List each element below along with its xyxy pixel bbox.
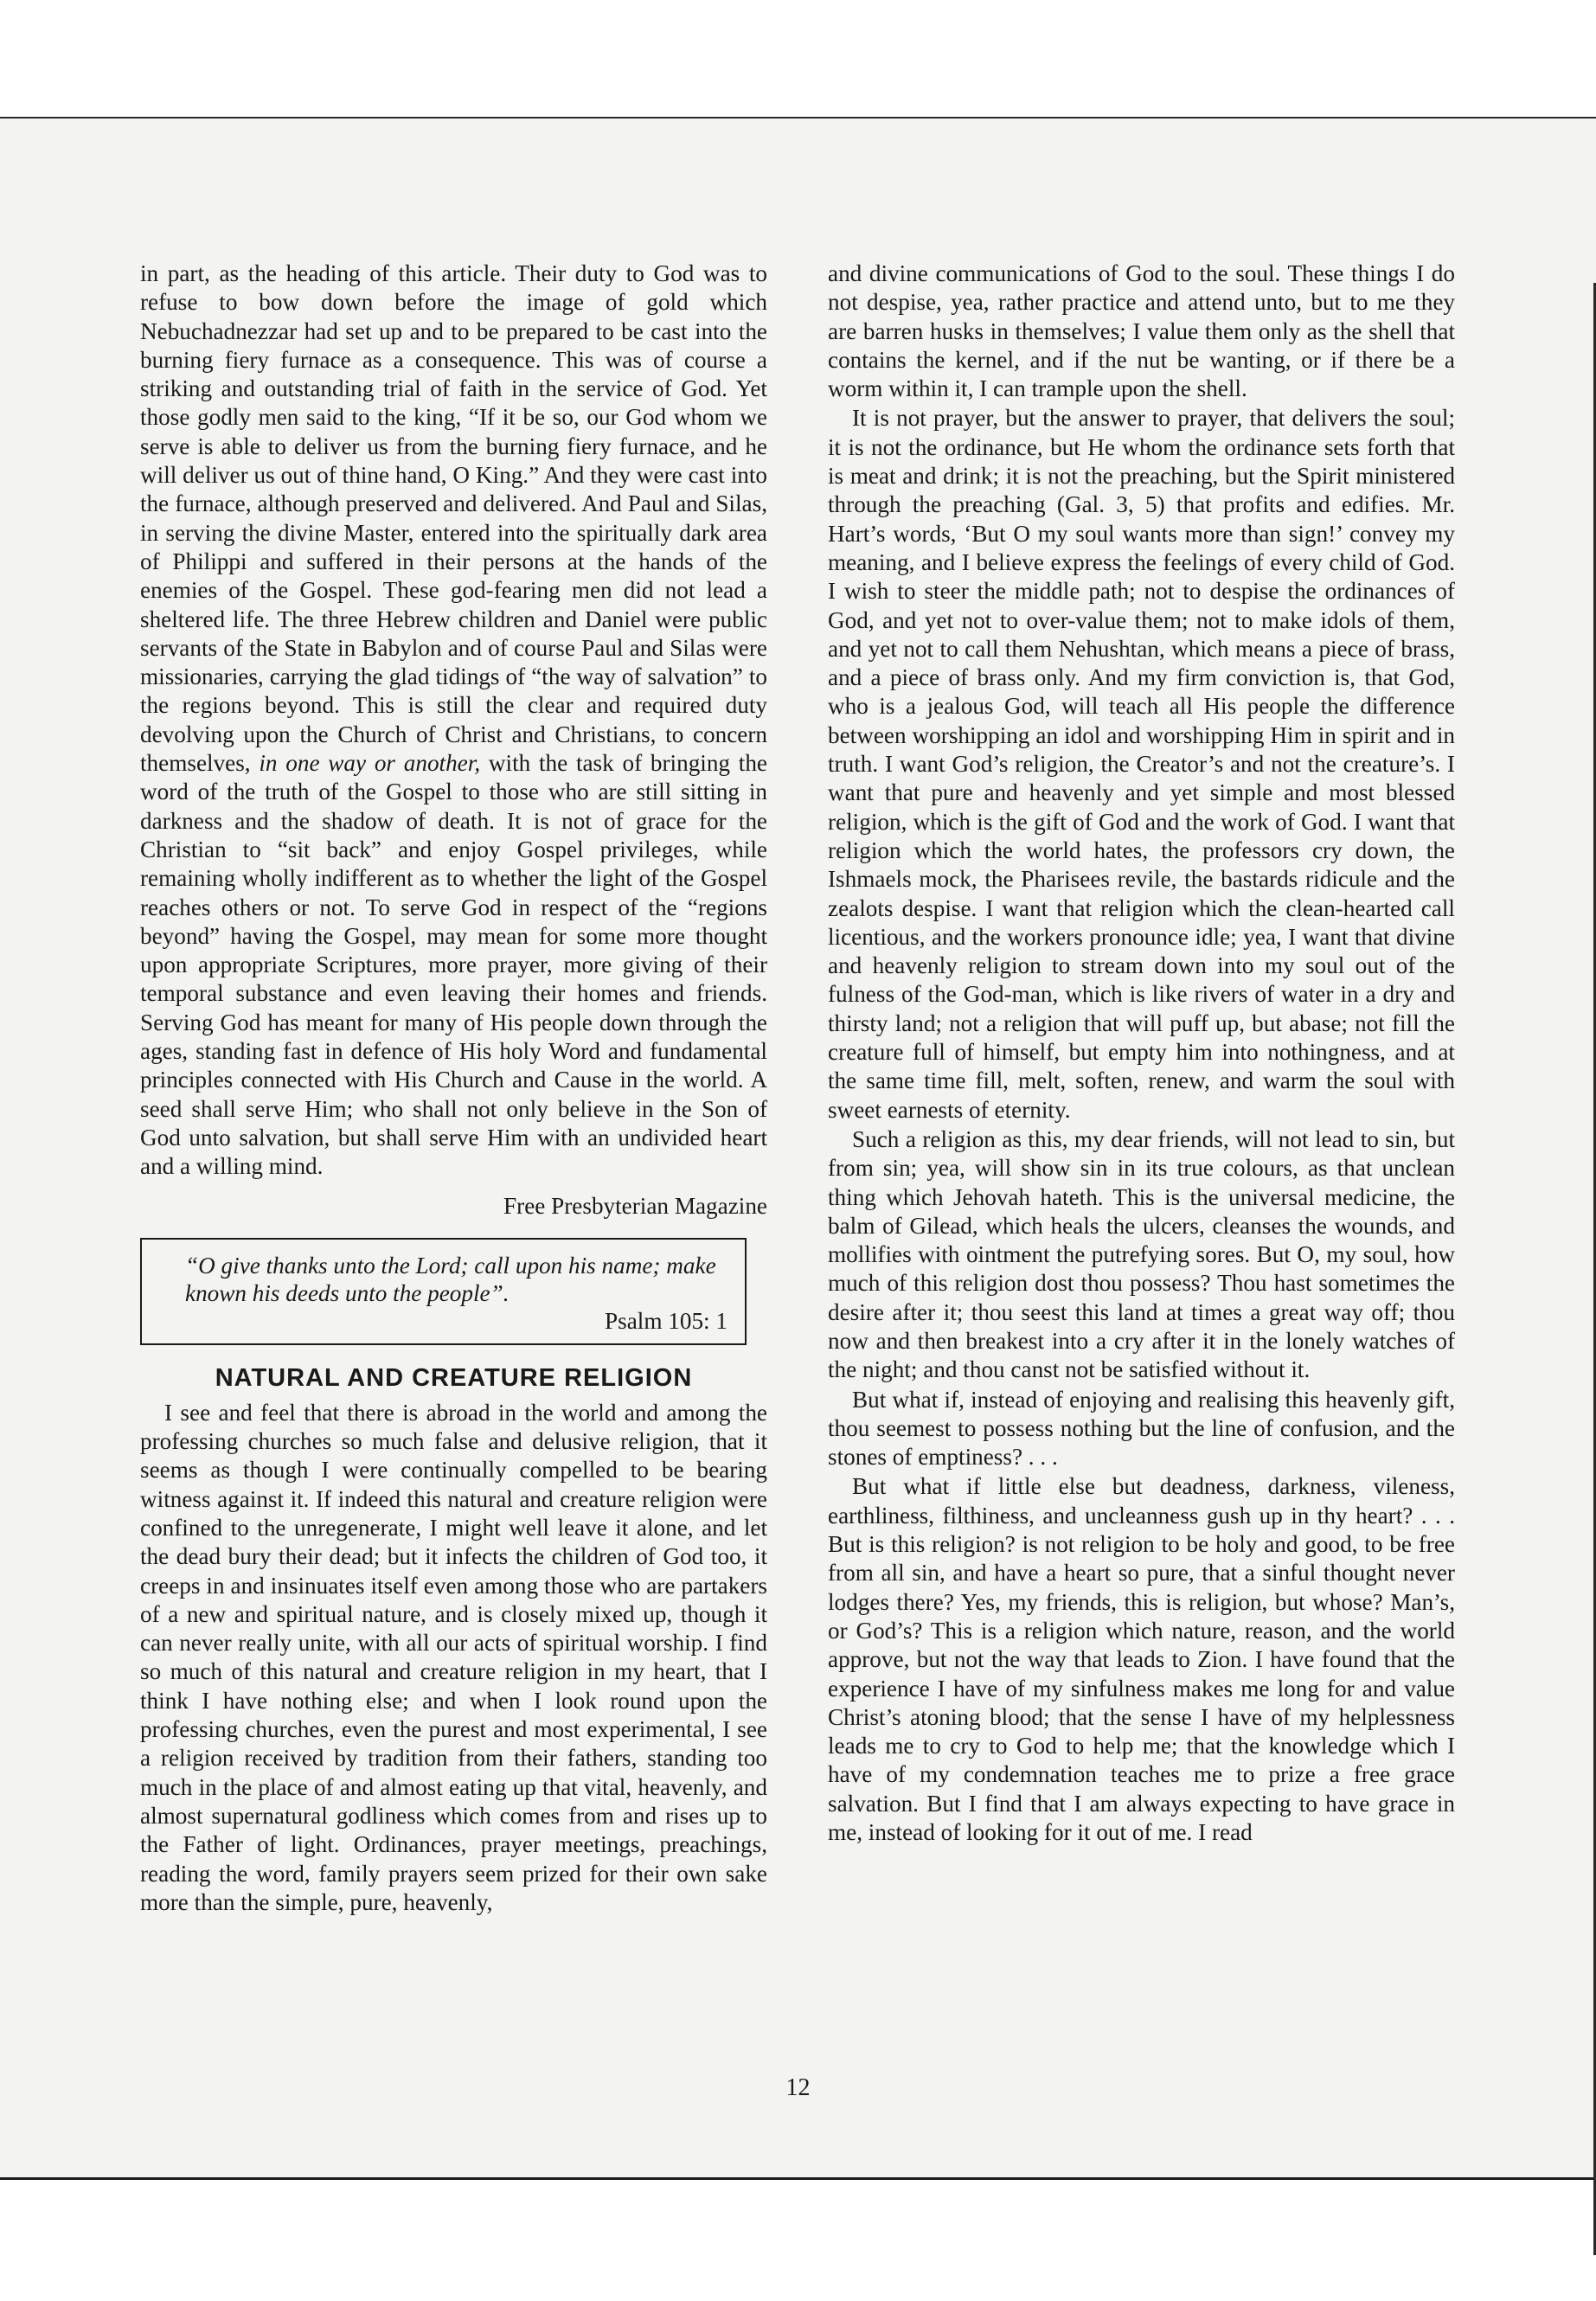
source-attribution: Free Presbyterian Magazine [503,1192,767,1219]
left-paragraph-1-rest: with the task of bringing the word of the truth of the Gospel to those who are still sitting in darkness and the shadow of death. It is not of grace for the Christian to “sit back” and enjoy Gospel privileges, while remaining wholly indifferent as to whether the light of the Gospel reaches others or not. To serve God in respect of the “regions beyond” having the Gospel, may mean for some more thought upon appropriate Scriptures, more prayer, more giving of their temporal substance and even leaving their homes and friends. Serving God has meant for many of His people down through the ages, standing fast in defence of His holy Word and fundamental principles connected with His Church and Cause in the world. A seed shall serve Him; who shall not only believe in the Son of God unto salvation, but shall serve Him with an undivided heart and a willing mind. [140,750,767,1180]
right-paragraph-1: and divine communications of God to the soul. These things I do not despise, yea, rather practice and attend unto, but to me they are barren husks in themselves; I value them only as the shell that contains the kernel, and if the nut be wanting, or if there be a worm within it, I can trample upon the shell. [828,260,1455,402]
right-paragraph-5: But what if little else but deadness, darkness, vileness, earthliness, filthiness, and uncleanness gush up in thy heart? . . . But is this religion? is not religion to be holy and good, to be free from all sin, and have a heart so pure, that a sinful thought never lodges there? Yes, my friends, this is religion, but whose? Man’s, or God’s? This is a religion which nature, reason, and the world approve, but not the way that leads to Zion. I have found that the experience I have of my sinfulness makes me long for and value Christ’s atoning blood; that the sense I have of my helplessness leads me to cry to God to help me; that the knowledge which I have of my condemnation teaches me to prize a free grace salvation. But I find that I am always expecting to have grace in me, instead of looking for it out of me. I read [828,1473,1455,1846]
right-paragraph-3: Such a religion as this, my dear friends, will not lead to sin, but from sin; yea, will show sin in its true colours, as that unclean thing which Jehovah hateth. This is the universal medicine, the balm of Gilead, which heals the ulcers, cleanses the wounds, and mollifies with ointment the putrefying sores. But O, my soul, how much of this religion dost thou possess? Thou hast sometimes the desire after it; thou seest this land at times a great way off; thou now and then breakest into a cry after it in the lonely watches of the night; and thou canst not be satisfied without it. [828,1125,1455,1383]
left-paragraph-2: I see and feel that there is abroad in the world and among the professing churches so much false and delusive religion, that it seems as though I were continually compelled to be bearing witness against it. If indeed this natural and creature religion were confined to the unregenerate, I might well leave it alone, and let the dead bury their dead; but it infects the children of God too, it creeps in and insinuates itself even among those who are partakers of a new and spiritual nature, and is closely mixed up, though it can never really unite, with all our acts of spiritual worship. I find so much of this natural and creature religion in my heart, that I think I have nothing else; and when I look round upon the professing churches, even the purest and most experimental, I see a religion received by tradition from their fathers, standing too much in the place of and almost eating up that vital, heavenly, and almost supernatural godliness which comes from and rises up to the Father of light. Ordinances, prayer meetings, preachings, reading the word, family prayers seem prized for their own sake more than the simple, pure, heavenly, [140,1399,767,1915]
left-column [140,260,767,1917]
left-paragraph-1 [140,260,767,1182]
scripture-quote-reference: Psalm 105: 1 [605,1307,727,1334]
right-paragraph-4: But what if, instead of enjoying and realising this heavenly gift, thou seemest to possess nothing but the line of confusion, and the stones of emptiness? . . . [828,1386,1455,1471]
left-paragraph-1-italic: in one way or another, [259,750,481,777]
scripture-quote-box [140,1238,747,1345]
article-heading: NATURAL AND CREATURE RELIGION [215,1363,693,1392]
scripture-quote-text: “O give thanks unto the Lord; call upon his name; make known his deeds unto the people”. [185,1252,716,1306]
left-paragraph-1-text: in part, as the heading of this article. Their duty to God was to refuse to bow down before the image of gold which Nebuchadnezzar had set up and to be prepared to be cast into the burning fiery furnace as a consequence. This was of course a striking and outstanding trial of faith in the service of God. Yet those godly men said to the king, “If it be so, our God whom we serve is able to deliver us from the burning fiery furnace, and he will deliver us out of thine hand, O King.” And they were cast into the furnace, although preserved and delivered. And Paul and Silas, in serving the divine Master, entered into the spiritually dark area of Philippi and suffered in their persons at the hands of the enemies of the Gospel. These god-fearing men did not lead a sheltered life. The three Hebrew children and Daniel were public servants of the State in Babylon and of course Paul and Silas were missionaries, carrying the glad tidings of “the way of salvation” to the regions beyond. This is still the clear and required duty devolving upon the Church of Christ and Christians, to concern themselves, [140,260,767,777]
right-column [828,260,1455,1847]
page-number: 12 [785,2074,811,2101]
right-paragraph-2: It is not prayer, but the answer to prayer, that delivers the soul; it is not the ordinance, but He whom the ordinance sets forth that is meat and drink; it is not the preaching, but the Spirit ministered through the preaching (Gal. 3, 5) that profits and edifies. Mr. Hart’s words, ‘But O my soul wants more than sign!’ convey my meaning, and I believe express the feelings of every child of God. I wish to steer the middle path; not to despise the ordinances of God, and yet not to over-value them; not to make idols of them, and yet not to call them Nehushtan, which means a piece of brass, and a piece of brass only. And my firm conviction is, that God, who is a jealous God, will teach all His people the difference between worshipping an idol and worshipping Him in spirit and in truth. I want God’s religion, the Creator’s and not the creature’s. I want that pure and heavenly and yet simple and most blessed religion, which is the gift of God and the work of God. I want that religion which the world hates, the professors cry down, the Ishmaels mock, the Pharisees revile, the bastards ridicule and the zealots despise. I want that religion which the clean-hearted call licentious, and the workers pronounce idle; yea, I want that divine and heavenly religion to stream down into my soul out of the fulness of the God-man, which is like rivers of water in a dry and thirsty land; not a religion that will puff up, but abase; not fill the creature full of himself, but empty him into nothingness, and at the same time fill, melt, soften, renew, and warm the soul with sweet earnests of eternity. [828,405,1455,1123]
